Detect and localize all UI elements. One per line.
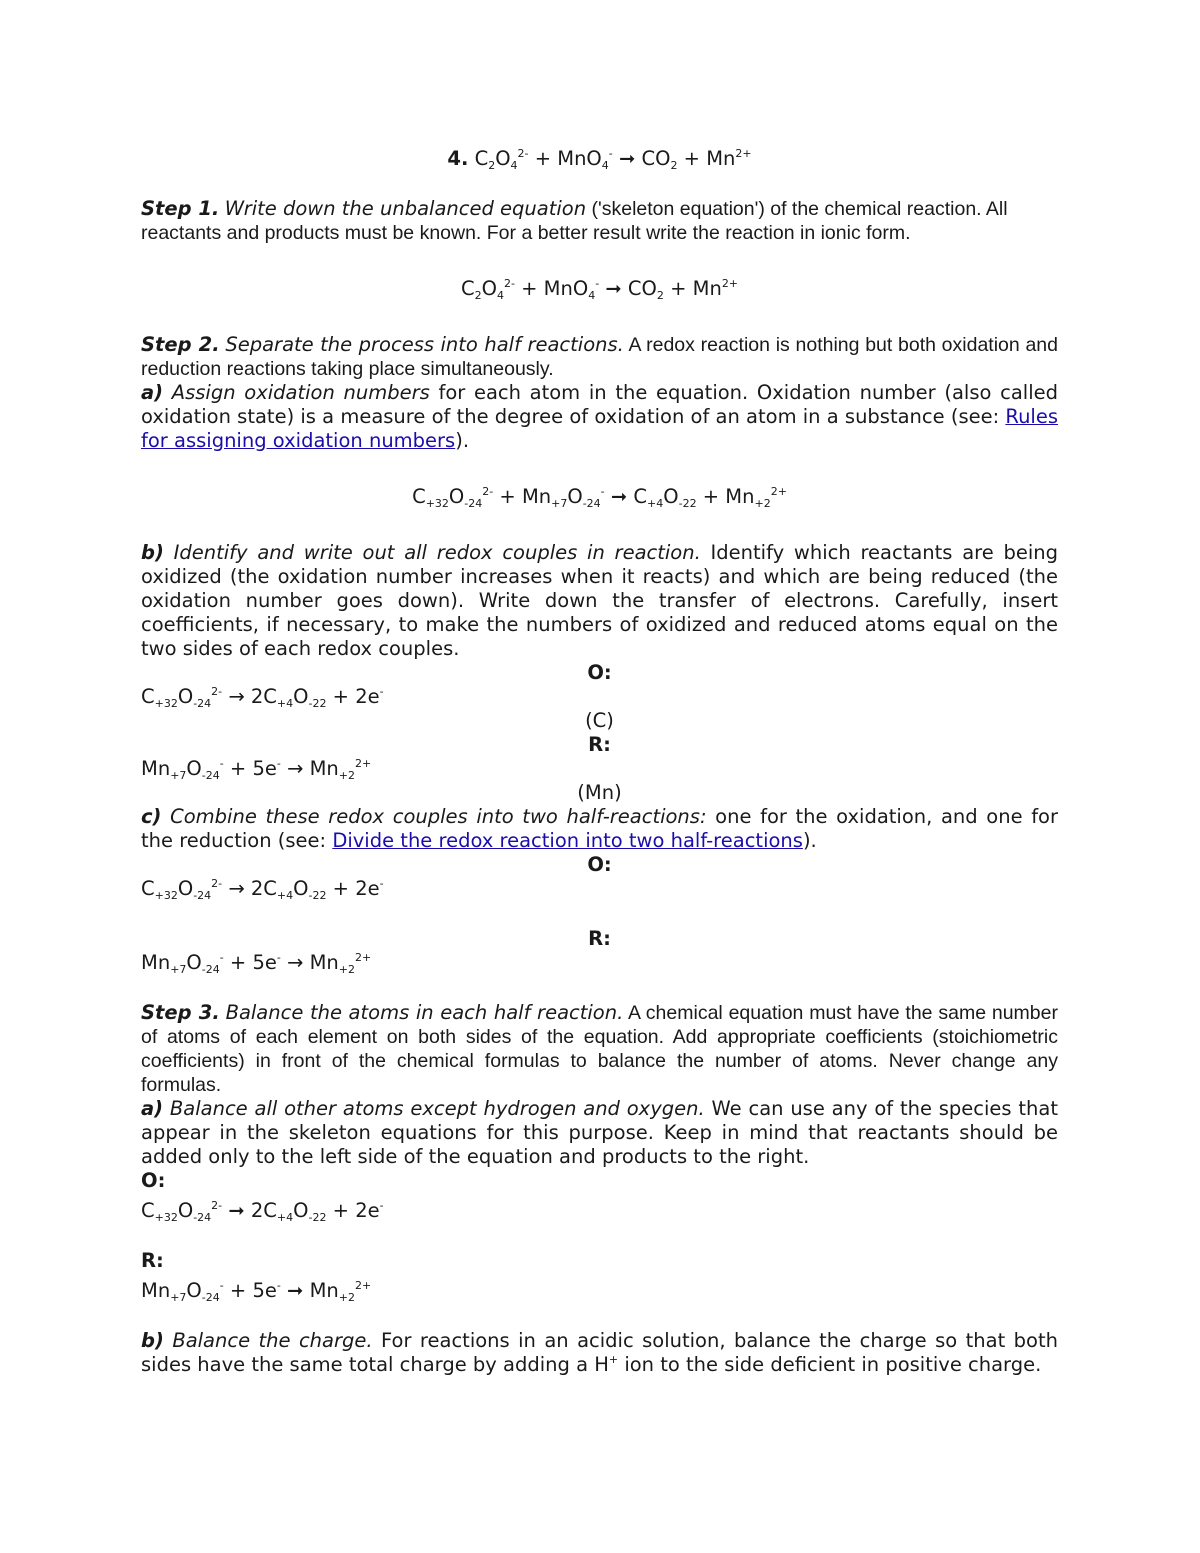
step3b-text: For reactions in an acidic solution, balance the charge so that both sides have the same total charge by adding a H (141, 1329, 1058, 1376)
skeleton-equation: $C_2O_4^{2-} + MnO_4^-$ ➞ $CO_2 + Mn^{2+}$ (460, 277, 739, 302)
step3a-heading: Balance all other atoms except hydrogen and oxygen. (169, 1097, 705, 1120)
step3-text: A chemical equation must have the same number of atoms of each element on both sides of the equation. Add appropriate coefficients (stoichiometric coefficients) in front of the chemical formulas to balance the number of atoms. Never change any formulas. (141, 1002, 1058, 1096)
step1-paragraph (141, 197, 1058, 245)
step2c-label: c) (141, 805, 162, 828)
problem-title (141, 147, 1058, 171)
step2-paragraph (141, 333, 1058, 381)
step2b-paragraph (141, 541, 1058, 661)
step3b-label: b) (141, 1329, 164, 1352)
step2b-text: Identify which reactants are being oxidized (the oxidation number increases when it reacts) and which are being reduced (the oxidation number goes down). Write down the transfer of electrons. Carefully, insert coefficients, if necessary, to make the numbers of oxidized and reduced atoms equal on the two sides of each redox couples. (141, 541, 1059, 660)
step2c-heading: Combine these redox couples into two half-reactions: (170, 805, 707, 828)
step2a-paragraph: a) Assign oxidation numbers for each atom in the equation. Oxidation number (also called oxidation state) is a measure of the degree of oxidation of an atom in a substance (see: Rules for assigning oxidation numbers). (141, 381, 1058, 452)
reduction-half-reaction: $Mn_{+7}O_{-24}^- + 5e^- \to Mn_{+2}^{2+}$ (141, 757, 372, 782)
oxidation-label: O: (587, 661, 612, 684)
reduction-half-reaction-3: $Mn_{+7}O_{-24}^- + 5e^-$ ➞ $Mn_{+2}^{2+}$ (141, 1279, 372, 1304)
step3b-heading: Balance the charge. (172, 1329, 373, 1352)
document-body (141, 143, 1058, 1377)
reduction-label-3: R: (141, 1249, 164, 1272)
step2a-text: for each atom in the equation. Oxidation number (also called oxidation state) is a measure of the degree of oxidation of an atom in a substance (see: (141, 381, 1058, 428)
step3-heading: Balance the atoms in each half reaction. (225, 1001, 624, 1024)
step2-label: Step 2. (141, 333, 220, 356)
step2b-label: b) (141, 541, 164, 564)
step2-heading: Separate the process into half reactions. (225, 333, 624, 356)
oxidation-rules-link[interactable]: Rules for assigning oxidation numbers (141, 405, 1058, 452)
step2a-heading: Assign oxidation numbers (171, 381, 430, 404)
reduction-label-2: R: (588, 927, 611, 950)
step2c-text: one for the oxidation, and one for the reduction (see: (141, 805, 1059, 852)
step3a-label: a) (141, 1097, 164, 1120)
step3a-text: We can use any of the species that appear in the skeleton equations for this purpose. Keep in mind that reactants should be added only to the left side of the equation and products to the right. (141, 1097, 1059, 1168)
step1-heading: Write down the unbalanced equation (224, 197, 587, 220)
reduction-label: R: (588, 733, 611, 756)
step1-label: Step 1. (141, 197, 220, 220)
reduction-half-reaction-2: $Mn_{+7}O_{-24}^- + 5e^- \to Mn_{+2}^{2+}$ (141, 951, 372, 976)
title-equation: $C_2O_4^{2-} + MnO_4^-$ ➞ $CO_2 + Mn^{2+}$ (474, 147, 752, 172)
step3a-paragraph (141, 1097, 1058, 1169)
oxidation-half-reaction-3: $C_{+32}O_{-24}^{2-}$ ➞ $2C_{+4}O_{-22} + 2e^-$ (141, 1199, 384, 1224)
oxidation-half-reaction: $C_{+32}O_{-24}^{2-} \to 2C_{+4}O_{-22} + 2e^-$ (141, 685, 384, 710)
carbon-label: (C) (585, 709, 614, 732)
step1-text: ('skeleton equation') of the chemical reaction. All reactants and products must be known. For a better result write the reaction in ionic form. (141, 198, 1008, 244)
step2-text: A redox reaction is nothing but both oxidation and reduction reactions taking place simultaneously. (141, 334, 1058, 380)
oxidation-label-3: O: (141, 1169, 166, 1192)
step3b-paragraph: b) Balance the charge. For reactions in an acidic solution, balance the charge so that both sides have the same total charge by adding a H+ ion to the side deficient in positive charge. (141, 1329, 1058, 1376)
oxidation-number-equation: $C_{+32}O_{-24}^{2-} + Mn_{+7}O_{-24}^-$ ➞ $C_{+4}O_{-22} + Mn_{+2}^{2+}$ (412, 485, 787, 510)
divide-half-reactions-link[interactable]: Divide the redox reaction into two half-reactions (332, 829, 803, 852)
oxidation-label-2: O: (587, 853, 612, 876)
manganese-label: (Mn) (577, 781, 622, 804)
step2a-label: a) (141, 381, 164, 404)
problem-number: 4. (447, 147, 469, 170)
oxidation-half-reaction-2: $C_{+32}O_{-24}^{2-} \to 2C_{+4}O_{-22} + 2e^-$ (141, 877, 384, 902)
step3-label: Step 3. (141, 1001, 220, 1024)
step2c-paragraph: c) Combine these redox couples into two half-reactions: one for the oxidation, and one for the reduction (see: Divide the redox reaction into two half-reactions). (141, 805, 1059, 852)
step3-paragraph (141, 1001, 1058, 1097)
step2b-heading: Identify and write out all redox couples in reaction. (173, 541, 701, 564)
